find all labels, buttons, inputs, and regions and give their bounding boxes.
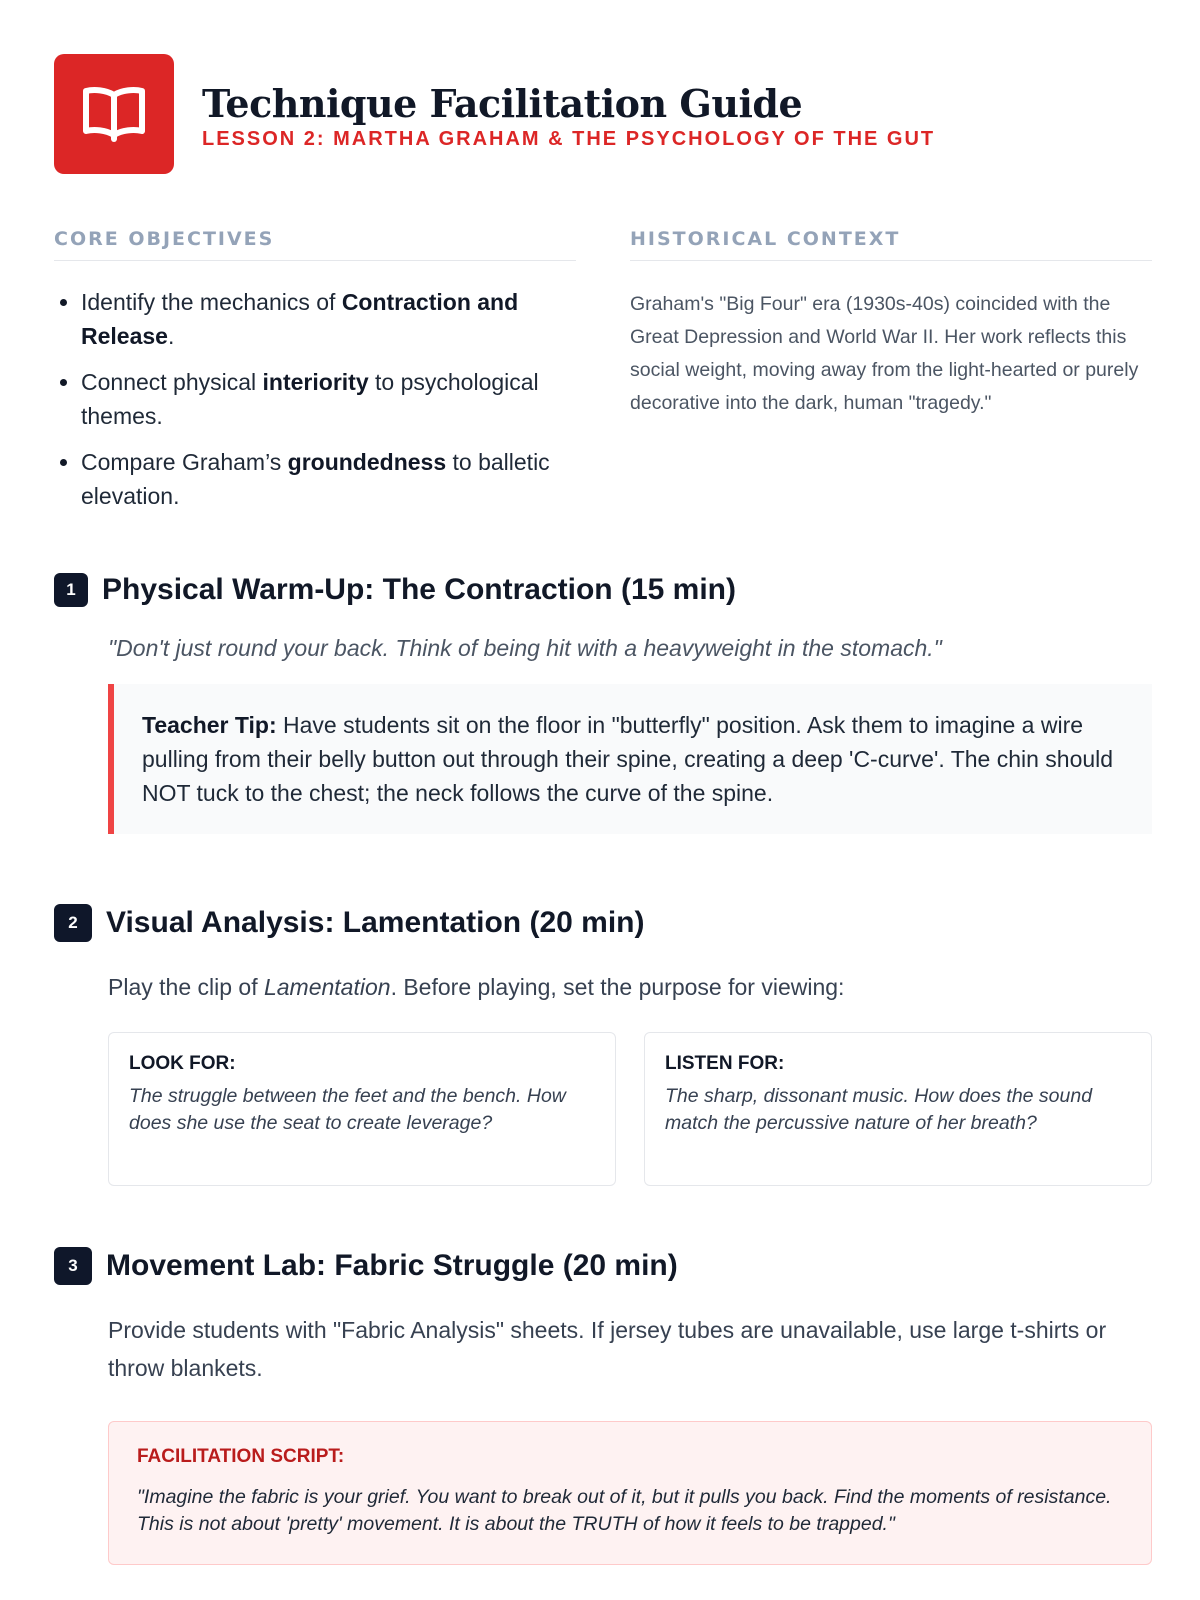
script-label: FACILITATION SCRIPT:	[137, 1446, 345, 1467]
look-for-card	[108, 1032, 616, 1186]
section-title: Physical Warm-Up: The Contraction (15 min)	[102, 573, 736, 606]
card-label: LOOK FOR:	[129, 1053, 236, 1074]
tip-text: Have students sit on the floor in "butterfly" position. Ask them to imagine a wire pulling from their belly button out through their spine, creating a deep 'C-curve'. The chin should NOT tuck to the chest; the neck follows the curve of the spine.	[142, 712, 1114, 806]
card-text: The struggle between the feet and the bench. How does she use the seat to create leverage?	[129, 1085, 566, 1134]
viewing-cards	[108, 1032, 1152, 1186]
listen-for-card	[644, 1032, 1152, 1186]
teacher-tip	[108, 684, 1152, 834]
objective-item: • Compare Graham’s groundedness to balletic elevation.	[81, 445, 576, 513]
core-objectives	[54, 228, 576, 525]
logo	[54, 54, 174, 174]
page-title: Technique Facilitation Guide	[202, 80, 803, 126]
card-text: The sharp, dissonant music. How does the sound match the percussive nature of her breath?	[665, 1085, 1093, 1134]
page-header	[54, 54, 935, 174]
section-title: Movement Lab: Fabric Struggle (20 min)	[106, 1249, 678, 1282]
objective-item: • Connect physical interiority to psychological themes.	[81, 365, 576, 433]
context-text: Graham's "Big Four" era (1930s-40s) coincided with the Great Depression and World War II. Her work reflects this social weight, moving away from the light-hearted or purely decorative into the dark, human "tragedy."	[630, 293, 1139, 414]
section-number: 2	[54, 904, 92, 942]
section-text: Provide students with "Fabric Analysis" sheets. If jersey tubes are unavailable, use large t-shirts or throw blankets.	[108, 1317, 1107, 1381]
section-visual-analysis	[54, 904, 1152, 1186]
script-text: "Imagine the fabric is your grief. You want to break out of it, but it pulls you back. Find the moments of resistance. This is not about 'pretty' movement. It is about the TRUTH of how it feels to be trapped."	[137, 1486, 1112, 1535]
objective-item: • Identify the mechanics of Contraction and Release.	[81, 285, 576, 353]
section-number: 1	[54, 573, 88, 607]
facilitation-script	[108, 1421, 1152, 1565]
tip-label: Teacher Tip:	[142, 712, 277, 738]
lesson-subtitle: LESSON 2: MARTHA GRAHAM & THE PSYCHOLOGY OF THE GUT	[202, 127, 936, 150]
section-movement-lab	[54, 1247, 1152, 1565]
objectives-heading: CORE OBJECTIVES	[54, 228, 576, 261]
card-label: LISTEN FOR:	[665, 1053, 785, 1074]
section-quote: "Don't just round your back. Think of being hit with a heavyweight in the stomach."	[108, 635, 942, 661]
section-intro: Play the clip of Lamentation. Before playing, set the purpose for viewing:	[108, 974, 845, 1000]
context-heading: HISTORICAL CONTEXT	[630, 228, 1152, 261]
open-book-icon	[82, 85, 146, 143]
section-title: Visual Analysis: Lamentation (20 min)	[106, 906, 645, 939]
section-number: 3	[54, 1247, 92, 1285]
objectives-list	[54, 285, 576, 513]
section-warm-up	[54, 573, 1152, 834]
historical-context	[630, 228, 1152, 420]
